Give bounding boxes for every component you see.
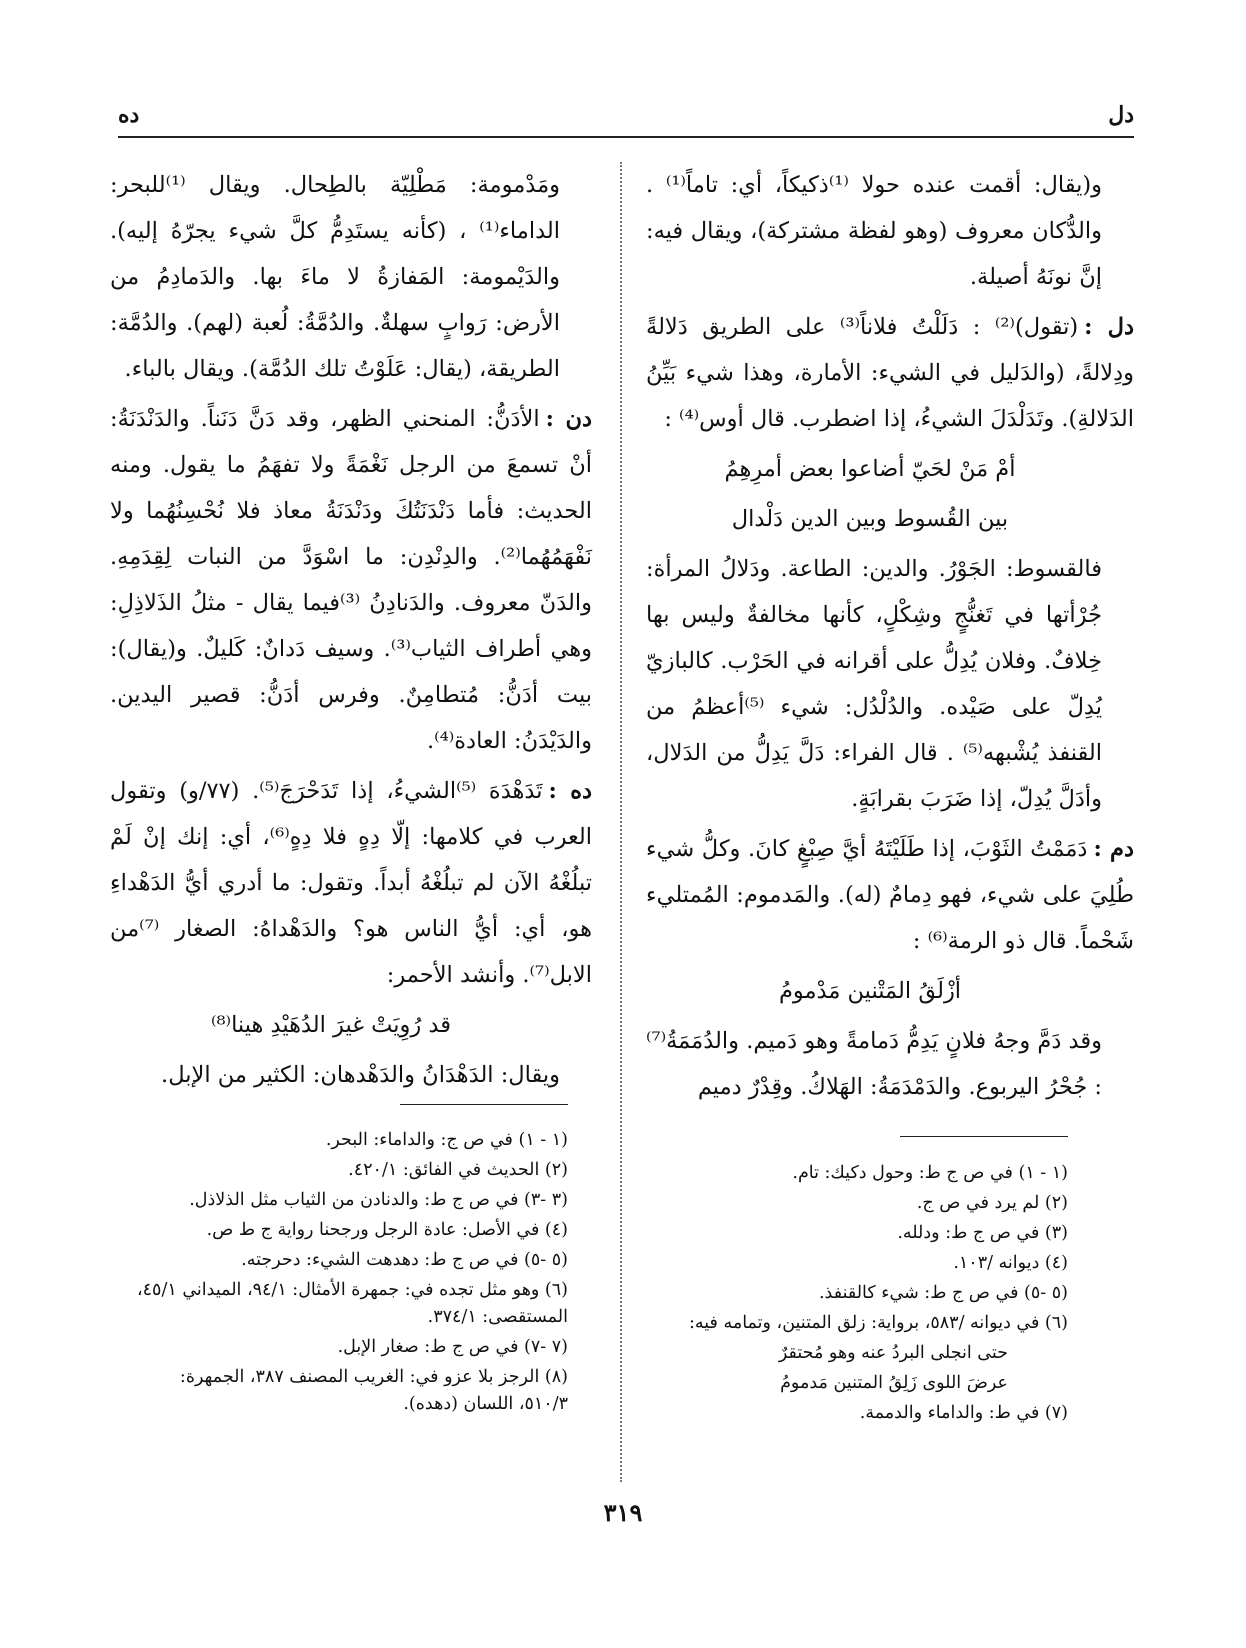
paragraph: فالقسوط: الجَوْرُ. والدين: الطاعة. ودَلالُ المرأة: جُرْأتها في تَغنُّجٍ وشِكْلٍ، كأنها مخالفةٌ وليس بها خِلافٌ. وفلان يُدِلُّ على أقرانه في الحَرْب. كالبازيّ يُدِلّ على صَيْده. والدُلْدُل: شيء ⁽⁵⁾أعظمُ من القنفذ يُشْبهه⁽⁵⁾ . قال الفراء: دَلَّ يَدِلُّ من الدَلال، وأدَلَّ يُدِلّ، إذا ضَرَبَ بقرابَةٍ.: [646, 556, 1102, 812]
right-text-column: [646, 162, 1134, 1114]
entry-headword: ده :: [548, 778, 593, 804]
footnotes-right: [648, 1160, 1068, 1430]
paragraph: وقد دَمَّ وجهُ فلانٍ يَدِمُّ دَمامةً وهو دَميم. والدُمَمَةُ⁽⁷⁾ : جُحْرُ اليربوع. والدَمْدَمَةُ: الهَلاكُ. وقِدْرٌ دميم: [646, 1028, 1102, 1100]
dictionary-entry: [110, 768, 592, 998]
footnote: (٤) ديوانه /١٠٣.: [953, 1253, 1068, 1273]
footnote: (٣ -٣) في ص ج ط: والدنادن من الثياب مثل الذلاذل.: [189, 1190, 568, 1210]
footnote: (٢) لم يرد في ص ج.: [916, 1193, 1068, 1213]
footnote-verse: عرضَ اللوى زَلِقُ المتنين مَدمومُ: [780, 1373, 1008, 1393]
entry-headword: دل :: [1084, 314, 1134, 340]
entry-text: الأدَنُّ: المنحني الظهر، وقد دَنَّ دَنَناً. والدَنْدَنَةُ: أنْ تسمعَ من الرجل نَغْمَةً ولا تفهَمُ ما يقول. ومنه الحديث: فأما دَنْدَنَتُكَ ودَنْدَنَةُ معاذ فلا نُحْسِنُهُما ولا نَفْهَمُهُما⁽²⁾. والدِنْدِن: ما اسْوَدَّ من النبات لِقِدَمِهِ. والدَنّ معروف. والدَنادِنُ ⁽³⁾فيما يقال - مثلُ الذَلاذِلِ: وهي أطراف الثياب⁽³⁾. وسيف دَدانٌ: كَليلٌ. و(يقال): بيت أدَنُّ: مُتطامِنٌ. وفرس أدَنُّ: قصير اليدين. والدَيْدَنُ: العادة⁽⁴⁾.: [110, 406, 592, 754]
footnote: (١ - ١) في ص ج: والداماء: البحر.: [325, 1130, 568, 1150]
dictionary-entry: [646, 304, 1134, 442]
running-head-right: دل: [1108, 102, 1134, 128]
verse-line: بين القُسوط وبين الدين دَلْدال: [731, 506, 1009, 532]
verse-line: أمْ مَنْ لحَيّ أضاعوا بعض أمرِهِمُ: [724, 456, 1016, 482]
footnote: (٥ -٥) في ص ج ط: دهدهت الشيء: دحرجته.: [241, 1250, 568, 1270]
footnote-rule-left: [400, 1104, 568, 1105]
paragraph: ويقال: الدَهْدَانُ والدَهْدهان: الكثير من الإبل.: [161, 1062, 560, 1088]
footnote: (٨) الرجز بلا عزو في: الغريب المصنف ٣٨٧، الجمهرة: ٥١٠/٣، اللسان (دهده).: [179, 1367, 568, 1414]
dictionary-entry: [110, 396, 592, 764]
footnote-verse: حتى انجلى البردُ عنه وهو مُحتقرٌ: [778, 1343, 1008, 1363]
entry-headword: دم :: [1093, 836, 1134, 862]
left-text-column: [110, 162, 592, 1102]
column-divider: [620, 162, 622, 1482]
paragraph: و(يقال: أقمت عنده حولا ⁽¹⁾ذكيكاً، أي: تاماً⁽¹⁾ . والدُّكان معروف (وهو لفظة مشتركة)، ويقال فيه: إنَّ نونَهُ أصيلة.: [646, 172, 1102, 290]
paragraph: ومَدْمومة: مَطْلِيّة بالطِحال. ويقال ⁽¹⁾للبحر: الداماء⁽¹⁾ ، (كأنه يستَدِمُّ كلَّ شيء يجرّهُ إليه). والدَيْمومة: المَفازةُ لا ماءَ بها. والدَمادِمُ من الأرض: رَوابٍ سهلةٌ. والدُمَّةُ: لُعبة (لهم). والدُمَّة: الطريقة، (يقال: عَلَوْتُ تلك الدُمَّة). ويقال بالباء.: [110, 172, 560, 382]
entry-text: (تقول)⁽²⁾ : دَلَلْتُ فلاناً⁽³⁾ على الطريق دَلالةً ودِلالةً، (والدَليل في الشيء: الأمارة، وهذا شيء بَيِّنُ الدَلالةِ). وتَدَلْدَلَ الشيءُ، إذا اضطرب. قال أوس⁽⁴⁾ :: [646, 314, 1134, 432]
entry-text: تَدَهْدَهَ ⁽⁵⁾الشيءُ، إذا تَدَحْرَجَ⁽⁵⁾. (٧٧/و) وتقول العرب في كلامها: إلّا دِهٍ فلا دِهٍ⁽⁶⁾، أي: إنك إنْ لَمْ تبلُغْهُ الآن لم تبلُغْهُ أبداً. وتقول: ما أدري أيُّ الدَهْداءِ هو، أي: أيُّ الناس هو؟ والدَهْداهُ: الصغار ⁽⁷⁾من الابل⁽⁷⁾. وأنشد الأحمر:: [110, 778, 592, 988]
footnotes-left: [136, 1127, 568, 1421]
verse-line: قد رُوِيَتْ غيرَ الدُهَيْدِ هينا⁽⁸⁾: [210, 1012, 451, 1038]
entry-headword: دن :: [545, 406, 592, 432]
running-head-left: ده: [118, 102, 140, 128]
footnote: (٧ -٧) في ص ج ط: صغار الإبل.: [337, 1337, 568, 1357]
footnote: (١ - ١) في ص ج ط: وحول دكيك: تام.: [792, 1163, 1068, 1183]
footnote: (٦) في ديوانه /٥٨٣، برواية: زلق المتنين، وتمامه فيه:: [688, 1313, 1068, 1333]
footnote: (٣) في ص ج ط: ودلله.: [897, 1223, 1068, 1243]
footnote: (٧) في ط: والداماء والدممة.: [859, 1403, 1068, 1423]
entry-text: دَمَمْتُ الثَوْبَ، إذا طَلَيْتَهُ أيَّ صِبْغٍ كانَ. وكلُّ شيء طُلِيَ على شيء، فهو دِمامٌ (له). والمَدموم: المُمتليء شَحْماً. قال ذو الرمة⁽⁶⁾ :: [646, 836, 1134, 954]
footnote: (٤) في الأصل: عادة الرجل ورجحنا رواية ج ط ص.: [206, 1220, 568, 1240]
header-rule: [118, 136, 1134, 138]
dictionary-entry: [646, 826, 1134, 964]
footnote: (٦) وهو مثل تجده في: جمهرة الأمثال: ٩٤/١، الميداني ٤٥/١، المستقصى: ٣٧٤/١.: [136, 1280, 568, 1327]
page-number: ٣١٩: [603, 1498, 643, 1527]
footnote: (٥ -٥) في ص ج ط: شيء كالقنفذ.: [818, 1283, 1068, 1303]
footnote: (٢) الحديث في الفائق: ٤٢٠/١.: [348, 1160, 568, 1180]
verse-line: أزْلَقُ المَتْنين مَدْمومُ: [778, 978, 962, 1004]
footnote-rule-right: [900, 1136, 1068, 1137]
